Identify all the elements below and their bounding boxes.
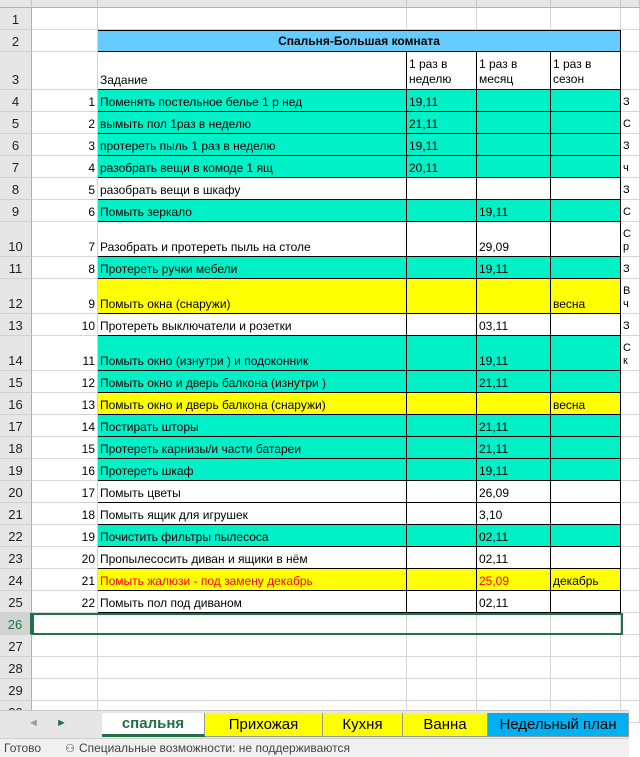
weekly-date[interactable] [407, 547, 477, 569]
row-header[interactable]: 24 [0, 569, 32, 591]
hidden-note[interactable] [621, 503, 640, 525]
cell[interactable] [32, 8, 98, 30]
cell[interactable] [621, 30, 640, 52]
task-name[interactable]: Помыть ящик для игрушек [98, 503, 407, 525]
hidden-note[interactable]: З [621, 90, 640, 112]
season-value[interactable] [551, 415, 621, 437]
row-header[interactable]: 14 [0, 336, 32, 371]
cell[interactable] [477, 613, 551, 635]
row-header[interactable]: 13 [0, 314, 32, 336]
row-header[interactable]: 29 [0, 679, 32, 701]
row-header[interactable]: 19 [0, 459, 32, 481]
hidden-note[interactable]: С [621, 112, 640, 134]
task-name[interactable]: Помыть цветы [98, 481, 407, 503]
monthly-date[interactable]: 29,09 [477, 222, 551, 257]
monthly-date[interactable] [477, 178, 551, 200]
weekly-date[interactable] [407, 371, 477, 393]
task-number[interactable]: 9 [32, 279, 98, 314]
task-number[interactable]: 7 [32, 222, 98, 257]
row-header[interactable]: 11 [0, 257, 32, 279]
col-header-6[interactable] [551, 0, 621, 8]
task-number[interactable]: 21 [32, 569, 98, 591]
monthly-date[interactable]: 03,11 [477, 314, 551, 336]
monthly-date[interactable]: 3,10 [477, 503, 551, 525]
row-header[interactable]: 20 [0, 481, 32, 503]
task-name[interactable]: Помыть окно и дверь балкона (изнутри ) [98, 371, 407, 393]
cell[interactable] [477, 635, 551, 657]
task-name[interactable]: Помыть пол под диваном [98, 591, 407, 613]
cell[interactable] [621, 635, 640, 657]
task-name[interactable]: разобрать вещи в комоде 1 ящ [98, 156, 407, 178]
hidden-note[interactable]: З [621, 178, 640, 200]
scroll-tabs-right-icon[interactable]: ► [56, 717, 67, 729]
monthly-date[interactable]: 02,11 [477, 525, 551, 547]
task-number[interactable]: 1 [32, 90, 98, 112]
task-number[interactable]: 14 [32, 415, 98, 437]
cell[interactable] [621, 657, 640, 679]
tab-bedroom[interactable]: спальня [102, 713, 205, 737]
monthly-date[interactable]: 21,11 [477, 415, 551, 437]
sheet-tabs-bar [0, 710, 629, 739]
weekly-date[interactable]: 19,11 [407, 134, 477, 156]
task-name[interactable]: Постирать шторы [98, 415, 407, 437]
season-value[interactable] [551, 481, 621, 503]
tab-hallway[interactable]: Прихожая [205, 713, 323, 737]
task-name[interactable]: Почистить фильтры пылесоса [98, 525, 407, 547]
season-value[interactable] [551, 503, 621, 525]
hidden-note[interactable] [621, 459, 640, 481]
task-number[interactable]: 11 [32, 336, 98, 371]
hidden-note[interactable] [621, 569, 640, 591]
cell[interactable] [621, 52, 640, 90]
row-header[interactable]: 26 [0, 613, 32, 635]
cell[interactable] [98, 635, 407, 657]
cell[interactable] [32, 30, 98, 52]
weekly-date[interactable] [407, 569, 477, 591]
task-number[interactable]: 13 [32, 393, 98, 415]
row-header[interactable]: 7 [0, 156, 32, 178]
col-header-3[interactable] [98, 0, 407, 8]
task-number[interactable]: 16 [32, 459, 98, 481]
cell[interactable] [98, 8, 407, 30]
cell[interactable] [32, 635, 98, 657]
monthly-date[interactable]: 25,09 [477, 569, 551, 591]
season-value[interactable]: декабрь [551, 569, 621, 591]
task-name[interactable]: Протереть выключатели и розетки [98, 314, 407, 336]
task-number[interactable]: 18 [32, 503, 98, 525]
weekly-date[interactable] [407, 314, 477, 336]
season-value[interactable] [551, 547, 621, 569]
cell[interactable] [98, 679, 407, 701]
task-number[interactable]: 12 [32, 371, 98, 393]
header-weekly[interactable]: 1 раз в неделю [407, 52, 477, 90]
tab-weekly-plan[interactable]: Недельный план [488, 713, 629, 737]
season-value[interactable] [551, 257, 621, 279]
cell[interactable] [621, 613, 640, 635]
accessibility-status[interactable]: Специальные возможности: не поддерживаются [78, 741, 350, 755]
cell[interactable] [551, 679, 621, 701]
season-value[interactable] [551, 371, 621, 393]
season-value[interactable] [551, 200, 621, 222]
row-header[interactable]: 18 [0, 437, 32, 459]
weekly-date[interactable] [407, 200, 477, 222]
cell[interactable] [32, 613, 98, 635]
cell[interactable] [32, 679, 98, 701]
cell[interactable] [551, 8, 621, 30]
hidden-note[interactable] [621, 481, 640, 503]
row-header[interactable]: 9 [0, 200, 32, 222]
monthly-date[interactable] [477, 393, 551, 415]
row-header[interactable]: 8 [0, 178, 32, 200]
weekly-date[interactable] [407, 415, 477, 437]
task-name[interactable]: Помыть окно (изнутри ) и подоконник [98, 336, 407, 371]
monthly-date[interactable]: 26,09 [477, 481, 551, 503]
row-header[interactable]: 25 [0, 591, 32, 613]
weekly-date[interactable] [407, 437, 477, 459]
season-value[interactable] [551, 178, 621, 200]
row-header[interactable]: 15 [0, 371, 32, 393]
season-value[interactable] [551, 459, 621, 481]
row-header[interactable]: 2 [0, 30, 32, 52]
task-number[interactable]: 10 [32, 314, 98, 336]
cell[interactable] [98, 657, 407, 679]
weekly-date[interactable] [407, 503, 477, 525]
weekly-date[interactable]: 19,11 [407, 90, 477, 112]
hidden-note[interactable] [621, 393, 640, 415]
monthly-date[interactable] [477, 112, 551, 134]
task-number[interactable]: 17 [32, 481, 98, 503]
season-value[interactable]: весна [551, 393, 621, 415]
weekly-date[interactable] [407, 257, 477, 279]
cell[interactable] [621, 8, 640, 30]
weekly-date[interactable] [407, 393, 477, 415]
row-header[interactable]: 21 [0, 503, 32, 525]
monthly-date[interactable] [477, 279, 551, 314]
task-name[interactable]: Помыть окна (снаружи) [98, 279, 407, 314]
col-header-2[interactable] [32, 0, 98, 8]
season-value[interactable] [551, 591, 621, 613]
season-value[interactable] [551, 222, 621, 257]
task-name[interactable]: Протереть ручки мебели [98, 257, 407, 279]
season-value[interactable] [551, 90, 621, 112]
season-value[interactable]: весна [551, 279, 621, 314]
task-name[interactable]: Разобрать и протереть пыль на столе [98, 222, 407, 257]
task-number[interactable]: 6 [32, 200, 98, 222]
header-monthly[interactable]: 1 раз в месяц [477, 52, 551, 90]
season-value[interactable] [551, 437, 621, 459]
task-number[interactable]: 20 [32, 547, 98, 569]
row-header[interactable]: 5 [0, 112, 32, 134]
task-number[interactable]: 22 [32, 591, 98, 613]
col-header-7[interactable] [621, 0, 640, 8]
weekly-date[interactable] [407, 336, 477, 371]
sheet-title[interactable]: Спальня-Большая комната [98, 30, 621, 52]
row-header[interactable]: 16 [0, 393, 32, 415]
row-header[interactable]: 1 [0, 8, 32, 30]
task-name[interactable]: Протереть карнизы/и части батареи [98, 437, 407, 459]
hidden-note[interactable] [621, 591, 640, 613]
weekly-date[interactable] [407, 459, 477, 481]
hidden-note[interactable]: В ч [621, 279, 640, 314]
cell[interactable] [98, 613, 407, 635]
row-header[interactable]: 28 [0, 657, 32, 679]
hidden-note[interactable] [621, 525, 640, 547]
task-name[interactable]: разобрать вещи в шкафу [98, 178, 407, 200]
monthly-date[interactable]: 21,11 [477, 437, 551, 459]
monthly-date[interactable] [477, 156, 551, 178]
task-number[interactable]: 3 [32, 134, 98, 156]
hidden-note[interactable]: ч [621, 156, 640, 178]
weekly-date[interactable] [407, 222, 477, 257]
status-bar [0, 738, 629, 757]
season-value[interactable] [551, 134, 621, 156]
hidden-note[interactable] [621, 371, 640, 393]
task-name[interactable]: Протереть шкаф [98, 459, 407, 481]
hidden-note[interactable] [621, 437, 640, 459]
weekly-date[interactable] [407, 481, 477, 503]
season-value[interactable] [551, 112, 621, 134]
hidden-note[interactable]: З [621, 257, 640, 279]
monthly-date[interactable]: 02,11 [477, 547, 551, 569]
weekly-date[interactable] [407, 591, 477, 613]
monthly-date[interactable]: 19,11 [477, 257, 551, 279]
row-header[interactable]: 27 [0, 635, 32, 657]
task-name[interactable]: Пропылесосить диван и ящики в нём [98, 547, 407, 569]
task-name[interactable]: вымыть пол 1раз в неделю [98, 112, 407, 134]
accessibility-icon[interactable]: ⚇ [65, 742, 75, 755]
row-header[interactable]: 22 [0, 525, 32, 547]
task-number[interactable]: 4 [32, 156, 98, 178]
hidden-note[interactable]: З [621, 134, 640, 156]
weekly-date[interactable] [407, 279, 477, 314]
row-header[interactable]: 6 [0, 134, 32, 156]
cell[interactable] [32, 52, 98, 90]
row-header[interactable]: 17 [0, 415, 32, 437]
season-value[interactable] [551, 314, 621, 336]
weekly-date[interactable] [407, 178, 477, 200]
weekly-date[interactable]: 20,11 [407, 156, 477, 178]
cell[interactable] [32, 657, 98, 679]
cell[interactable] [477, 8, 551, 30]
task-number[interactable]: 5 [32, 178, 98, 200]
season-value[interactable] [551, 156, 621, 178]
cell[interactable] [621, 679, 640, 701]
monthly-date[interactable] [477, 90, 551, 112]
row-header[interactable]: 12 [0, 279, 32, 314]
row-header[interactable]: 10 [0, 222, 32, 257]
task-number[interactable]: 19 [32, 525, 98, 547]
row-header[interactable]: 3 [0, 52, 32, 90]
cell[interactable] [477, 679, 551, 701]
col-header-corner[interactable] [0, 0, 32, 8]
scroll-tabs-left-icon[interactable]: ◄ [28, 717, 39, 729]
tab-bathroom[interactable]: Ванна [403, 713, 488, 737]
monthly-date[interactable] [477, 134, 551, 156]
hidden-note[interactable]: С к [621, 336, 640, 371]
cell[interactable] [477, 657, 551, 679]
cell[interactable] [407, 657, 477, 679]
task-number[interactable]: 15 [32, 437, 98, 459]
weekly-date[interactable] [407, 525, 477, 547]
col-header-4[interactable] [407, 0, 477, 8]
status-ready: Готово [4, 741, 42, 755]
task-number[interactable]: 2 [32, 112, 98, 134]
task-name[interactable]: Помыть жалюзи - под замену декабрь [98, 569, 407, 591]
cell[interactable] [407, 679, 477, 701]
header-season[interactable]: 1 раз в сезон [551, 52, 621, 90]
cell[interactable] [551, 613, 621, 635]
season-value[interactable] [551, 336, 621, 371]
hidden-note[interactable]: С р [621, 222, 640, 257]
header-task[interactable]: Задание [98, 52, 407, 90]
monthly-date[interactable]: 19,11 [477, 336, 551, 371]
monthly-date[interactable]: 19,11 [477, 200, 551, 222]
cell[interactable] [551, 635, 621, 657]
cell[interactable] [551, 657, 621, 679]
monthly-date[interactable]: 21,11 [477, 371, 551, 393]
weekly-date[interactable]: 21,11 [407, 112, 477, 134]
season-value[interactable] [551, 525, 621, 547]
row-header[interactable]: 4 [0, 90, 32, 112]
tab-kitchen[interactable]: Кухня [323, 713, 403, 737]
task-name[interactable]: Помыть зеркало [98, 200, 407, 222]
cell[interactable] [407, 635, 477, 657]
hidden-note[interactable] [621, 415, 640, 437]
task-name[interactable]: протереть пыль 1 раз в неделю [98, 134, 407, 156]
row-header[interactable]: 23 [0, 547, 32, 569]
task-number[interactable]: 8 [32, 257, 98, 279]
hidden-note[interactable] [621, 547, 640, 569]
task-name[interactable]: Помыть окно и дверь балкона (снаружи) [98, 393, 407, 415]
task-name[interactable]: Поменять постельное белье 1 р нед [98, 90, 407, 112]
cell[interactable] [407, 8, 477, 30]
monthly-date[interactable]: 02,11 [477, 591, 551, 613]
hidden-note[interactable]: С [621, 200, 640, 222]
col-header-5[interactable] [477, 0, 551, 8]
cell[interactable] [407, 613, 477, 635]
monthly-date[interactable]: 19,11 [477, 459, 551, 481]
hidden-note[interactable]: З [621, 314, 640, 336]
